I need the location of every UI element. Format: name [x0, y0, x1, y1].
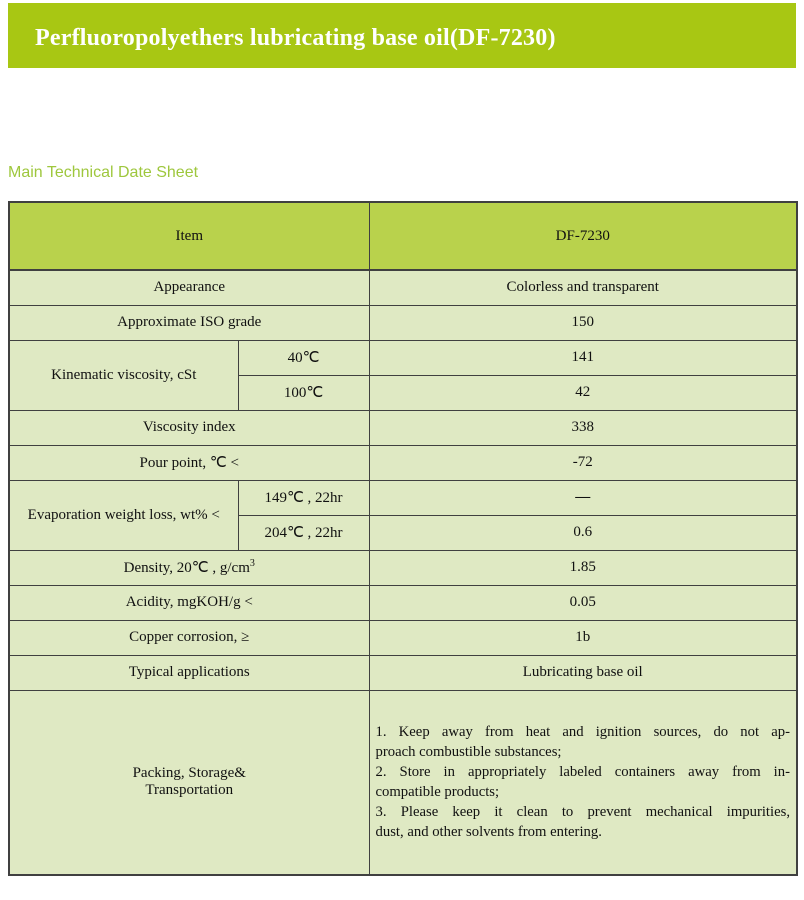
row-label: Pour point, ℃ <	[9, 445, 369, 480]
row-value: 42	[369, 375, 797, 410]
spec-table	[8, 201, 798, 876]
section-heading: Main Technical Date Sheet	[8, 164, 199, 181]
storage-line: 1. Keep away from heat and ignition sources, do not ap-	[375, 724, 790, 741]
row-label-line: Packing, Storage&	[132, 765, 246, 782]
storage-line: compatible products;	[375, 784, 500, 801]
table-row	[9, 550, 797, 585]
row-value: 0.6	[369, 515, 797, 550]
row-label-text: Density, 20℃ , g/cm	[123, 560, 250, 576]
table-row	[9, 480, 797, 515]
row-condition: 40℃	[238, 340, 369, 375]
storage-instructions	[376, 693, 791, 873]
row-label: Typical applications	[9, 655, 369, 690]
table-header-row	[9, 202, 797, 270]
row-label: Approximate ISO grade	[9, 305, 369, 340]
table-row	[9, 305, 797, 340]
row-condition: 100℃	[238, 375, 369, 410]
row-label: Evaporation weight loss, wt% <	[9, 480, 238, 550]
storage-line: 2. Store in appropriately labeled containers away from in-	[375, 764, 790, 781]
storage-line: proach combustible substances;	[375, 744, 562, 761]
row-value: 1b	[369, 620, 797, 655]
table-row	[9, 270, 797, 305]
row-label	[9, 690, 369, 875]
row-value: 1.85	[369, 550, 797, 585]
table-row	[9, 445, 797, 480]
row-label: Kinematic viscosity, cSt	[9, 340, 238, 410]
table-row	[9, 690, 797, 875]
row-condition: 149℃ , 22hr	[238, 480, 369, 515]
row-condition: 204℃ , 22hr	[238, 515, 369, 550]
storage-line: 3. Please keep it clean to prevent mechanical impurities,	[375, 804, 790, 821]
header-value-cell: DF-7230	[369, 202, 797, 270]
row-value	[369, 690, 797, 875]
row-value: -72	[369, 445, 797, 480]
header-item-cell: Item	[9, 202, 369, 270]
row-value: —	[369, 480, 797, 515]
row-value: Lubricating base oil	[369, 655, 797, 690]
row-value: 0.05	[369, 585, 797, 620]
row-value: Colorless and transparent	[369, 270, 797, 305]
row-label: Appearance	[9, 270, 369, 305]
table-row	[9, 340, 797, 375]
row-label-superscript: 3	[249, 558, 255, 569]
row-label	[9, 550, 369, 585]
row-value: 141	[369, 340, 797, 375]
row-label: Viscosity index	[9, 410, 369, 445]
row-value: 150	[369, 305, 797, 340]
table-row	[9, 620, 797, 655]
storage-line: dust, and other solvents from entering.	[375, 824, 602, 841]
row-label-line: Transportation	[145, 782, 234, 799]
table-row	[9, 655, 797, 690]
row-value: 338	[369, 410, 797, 445]
row-label: Acidity, mgKOH/g <	[9, 585, 369, 620]
table-row	[9, 585, 797, 620]
product-title: Perfluoropolyethers lubricating base oil(DF-7230)	[35, 25, 556, 51]
row-label: Copper corrosion, ≥	[9, 620, 369, 655]
product-title-banner	[8, 3, 796, 68]
table-row	[9, 410, 797, 445]
